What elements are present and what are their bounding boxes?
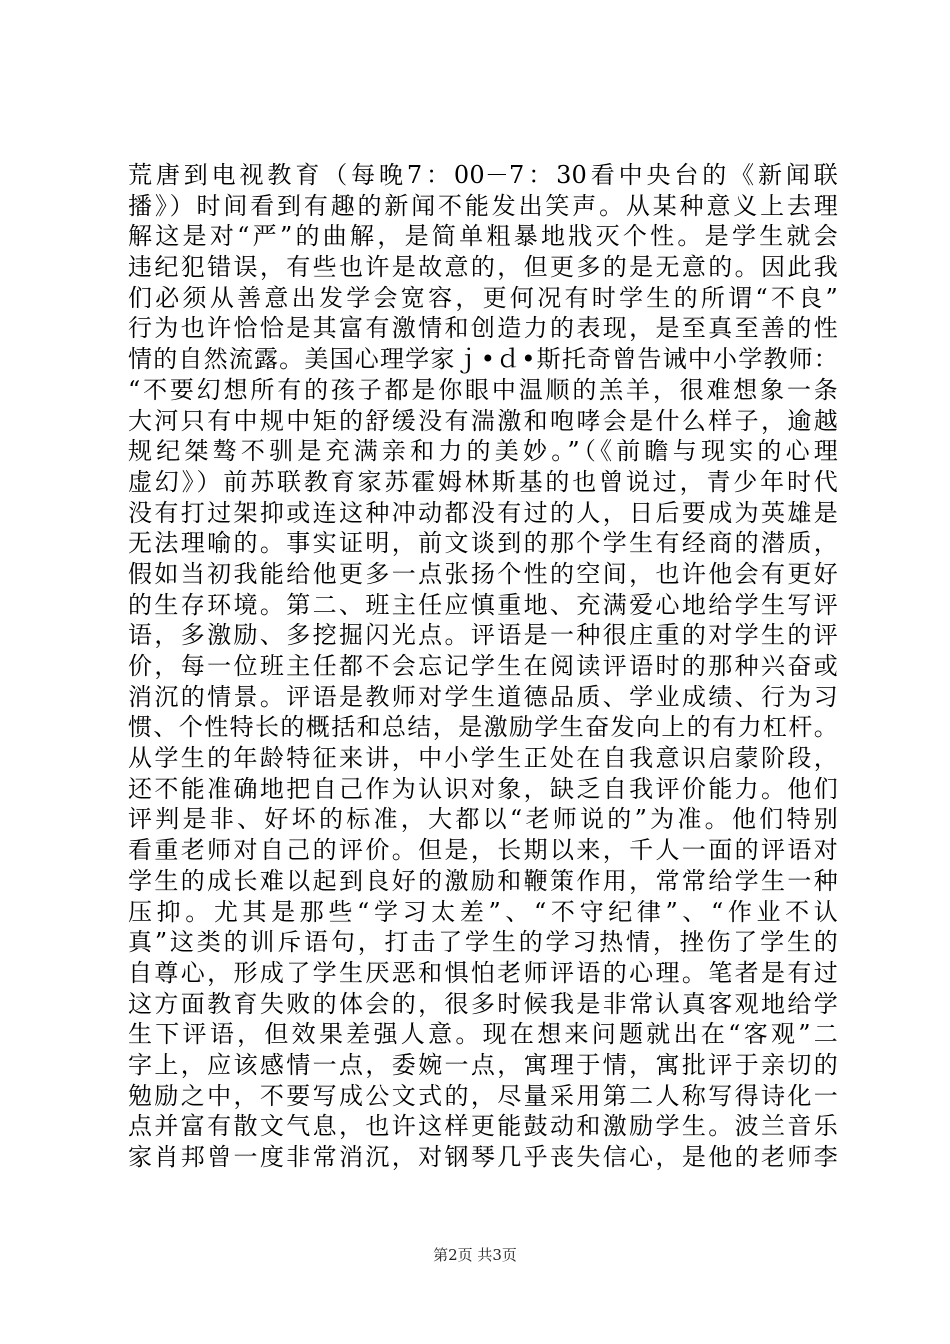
text-line: 字上，应该感情一点，委婉一点，寓理于情，寓批评于亲切的	[128, 1050, 838, 1079]
text-line: 语，多激励、多挖掘闪光点。评语是一种很庄重的对学生的评	[128, 621, 838, 650]
text-line: 的生存环境。第二、班主任应慎重地、充满爱心地给学生写评	[128, 590, 838, 619]
text-line: 从学生的年龄特征来讲，中小学生正处在自我意识启蒙阶段，	[128, 744, 838, 773]
text-line: 虚幻》）前苏联教育家苏霍姆林斯基的也曾说过，青少年时代	[128, 467, 838, 496]
text-line: 压抑。尤其是那些“学习太差”、“不守纪律”、“作业不认	[128, 897, 838, 926]
text-line: 真”这类的训斥语句，打击了学生的学习热情，挫伤了学生的	[128, 928, 838, 957]
text-line: 没有打过架抑或连这种冲动都没有过的人，日后要成为英雄是	[128, 498, 838, 527]
page-number-footer: 第2页 共3页	[433, 1246, 517, 1264]
text-line: 点并富有散文气息，也许这样更能鼓动和激励学生。波兰音乐	[128, 1112, 838, 1141]
text-line: 看重老师对自己的评价。但是，长期以来，千人一面的评语对	[128, 836, 838, 865]
text-line: 播》）时间看到有趣的新闻不能发出笑声。从某种意义上去理	[128, 191, 838, 220]
text-line: 们必须从善意出发学会宽容，更何况有时学生的所谓“不良”	[128, 283, 838, 312]
text-line: 评判是非、好坏的标准，大都以“老师说的”为准。他们特别	[128, 805, 838, 834]
text-line: 假如当初我能给他更多一点张扬个性的空间，也许他会有更好	[128, 559, 838, 588]
text-line: 大河只有中规中矩的舒缓没有湍激和咆哮会是什么样子，逾越	[128, 406, 838, 435]
text-line: 无法理喻的。事实证明，前文谈到的那个学生有经商的潜质，	[128, 529, 838, 558]
text-line: 这方面教育失败的体会的，很多时候我是非常认真客观地给学	[128, 989, 838, 1018]
text-line: 勉励之中，不要写成公文式的，尽量采用第二人称写得诗化一	[128, 1081, 838, 1110]
text-line: 规纪桀骜不驯是充满亲和力的美妙。”（《前瞻与现实的心理	[128, 437, 838, 466]
text-line: 消沉的情景。评语是教师对学生道德品质、学业成绩、行为习	[128, 682, 838, 711]
text-line: 违纪犯错误，有些也许是故意的，但更多的是无意的。因此我	[128, 253, 838, 282]
body-text	[128, 160, 838, 1173]
text-line: “不要幻想所有的孩子都是你眼中温顺的羔羊，很难想象一条	[128, 375, 838, 404]
text-line: 解这是对“严”的曲解，是简单粗暴地戕灭个性。是学生就会	[128, 222, 838, 251]
text-line: 荒唐到电视教育（每晚7：00－7：30看中央台的《新闻联	[128, 161, 838, 189]
text-line: 惯、个性特长的概括和总结，是激励学生奋发向上的有力杠杆。	[128, 713, 838, 742]
text-line: 家肖邦曾一度非常消沉，对钢琴几乎丧失信心，是他的老师李	[128, 1143, 838, 1171]
text-line: 生下评语，但效果差强人意。现在想来问题就出在“客观”二	[128, 1020, 838, 1049]
text-line: 学生的成长难以起到良好的激励和鞭策作用，常常给学生一种	[128, 866, 838, 895]
text-line: 自尊心，形成了学生厌恶和惧怕老师评语的心理。笔者是有过	[128, 958, 838, 987]
text-line: 情的自然流露。美国心理学家ｊ•ｄ•斯托奇曾告诫中小学教师：	[128, 345, 838, 374]
text-line: 价，每一位班主任都不会忘记学生在阅读评语时的那种兴奋或	[128, 652, 838, 680]
text-line: 行为也许恰恰是其富有激情和创造力的表现，是至真至善的性	[128, 314, 838, 343]
text-line: 还不能准确地把自己作为认识对象，缺乏自我评价能力。他们	[128, 774, 838, 803]
